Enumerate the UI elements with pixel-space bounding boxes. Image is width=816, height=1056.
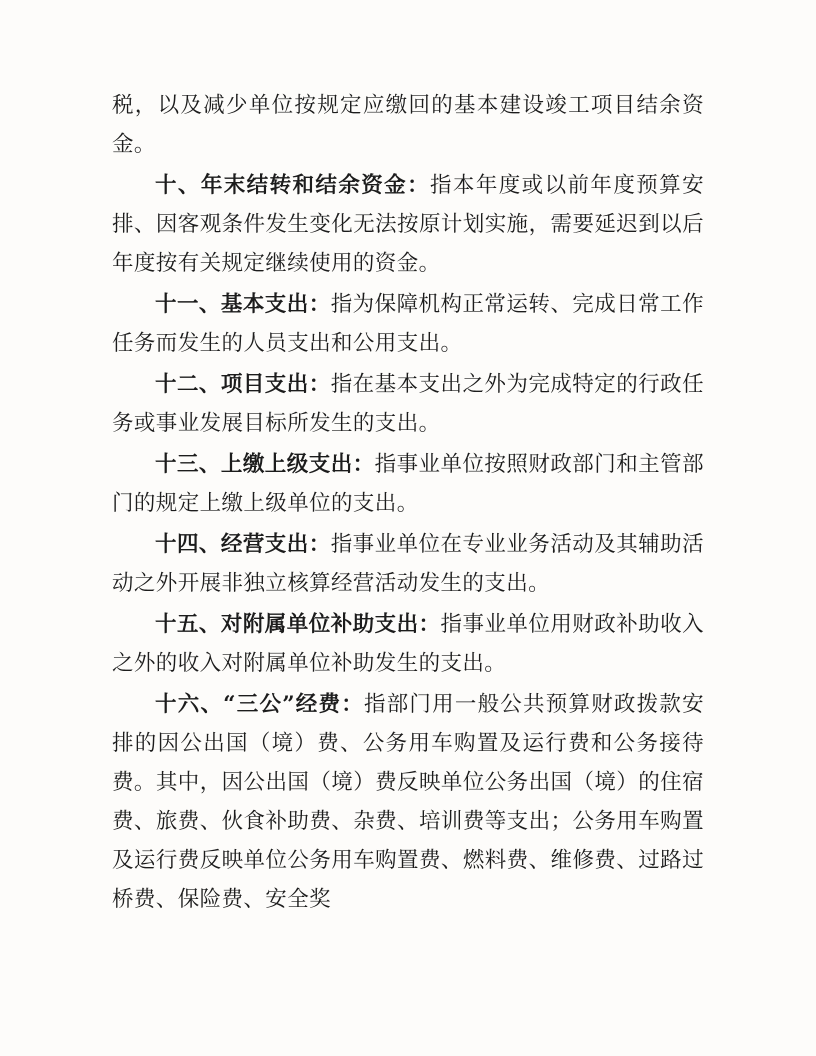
paragraph-item-13 xyxy=(112,445,704,523)
document-body xyxy=(112,86,704,921)
paragraph-lead: 十五、对附属单位补助支出： xyxy=(155,612,441,637)
paragraph-lead: 十三、上缴上级支出： xyxy=(155,452,375,477)
paragraph-text: 指在基本支出之外为完成特定的行政任务或事业发展目标所发生的支出。 xyxy=(112,372,704,436)
paragraph-item-11 xyxy=(112,285,704,363)
paragraph-text: 指本年度或以前年度预算安排、因客观条件发生变化无法按原计划实施，需要延迟到以后年度按有关规定继续使用的资金。 xyxy=(112,173,704,276)
paragraph-text: 指为保障机构正常运转、完成日常工作任务而发生的人员支出和公用支出。 xyxy=(112,292,704,356)
paragraph-lead: 十、年末结转和结余资金： xyxy=(155,173,430,198)
paragraph-text: 指部门用一般公共预算财政拨款安排的因公出国（境）费、公务用车购置及运行费和公务接待费。其中，因公出国（境）费反映单位公务出国（境）的住宿费、旅费、伙食补助费、杂费、培训费等支出；公务用车购置及运行费反映单位公务用车购置费、燃料费、维修费、过路过桥费、保险费、安全奖 xyxy=(112,692,704,912)
paragraph-item-14 xyxy=(112,525,704,603)
paragraph-text: 指事业单位在专业业务活动及其辅助活动之外开展非独立核算经营活动发生的支出。 xyxy=(112,532,704,596)
paragraph-item-10 xyxy=(112,166,704,283)
paragraph-continuation xyxy=(112,86,704,164)
paragraph-item-15 xyxy=(112,605,704,683)
paragraph-text: 税，以及减少单位按规定应缴回的基本建设竣工项目结余资金。 xyxy=(112,93,704,157)
paragraph-text: 指事业单位按照财政部门和主管部门的规定上缴上级单位的支出。 xyxy=(112,452,704,516)
paragraph-item-12 xyxy=(112,365,704,443)
paragraph-item-16 xyxy=(112,685,704,919)
paragraph-lead: 十二、项目支出： xyxy=(155,372,331,397)
paragraph-lead: 十四、经营支出： xyxy=(155,532,331,557)
paragraph-lead: 十一、基本支出： xyxy=(155,292,331,317)
paragraph-text: 指事业单位用财政补助收入之外的收入对附属单位补助发生的支出。 xyxy=(112,612,704,676)
paragraph-lead: 十六、“三公”经费： xyxy=(155,692,364,717)
